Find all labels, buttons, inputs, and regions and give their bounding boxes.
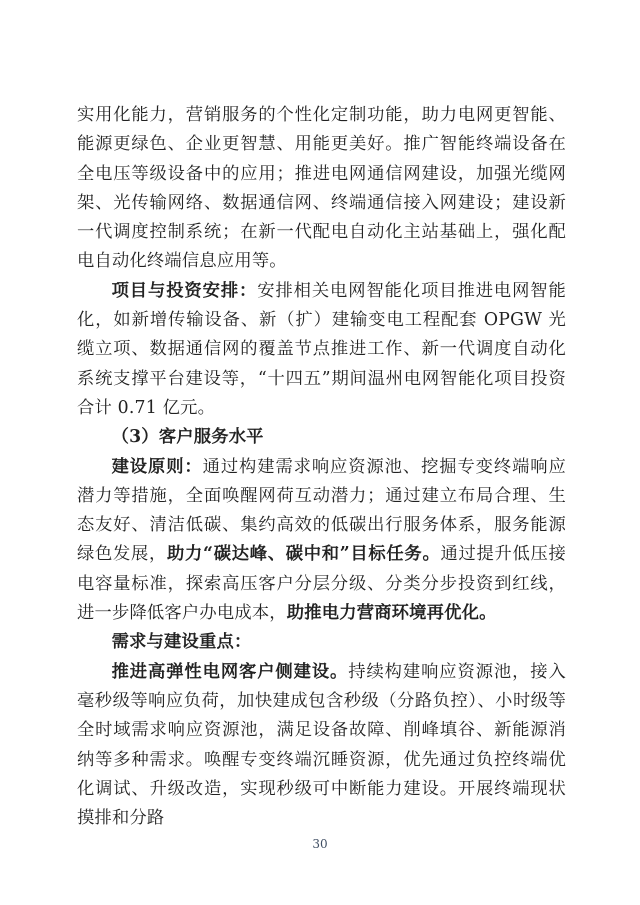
paragraph (77, 101, 566, 277)
text-run: （3）客户服务水平 (111, 427, 264, 448)
section-heading (77, 423, 566, 452)
page-number: 30 (312, 837, 328, 851)
text-run: 助推电力营商环境再优化。 (286, 603, 497, 624)
paragraph (77, 453, 566, 629)
text-run: 建设原则： (111, 456, 203, 477)
text-run: 推进高弹性电网客户侧建设。 (111, 661, 349, 682)
paragraph (77, 628, 566, 657)
document-body (77, 101, 566, 833)
text-run: 助力“碳达峰、碳中和”目标任务。 (167, 544, 441, 565)
text-run: 通过提升低压接电容量标准，探索高压客户分层分级、分类分步投资到红线，进一步降低客户办电成本， (77, 544, 566, 624)
text-run: 项目与投资安排： (111, 280, 258, 301)
text-run: 持续构建响应资源池，接入毫秒级等响应负荷，加快建成包含秒级（分路负控）、小时级等全时域需求响应资源池，满足设备故障、削峰填谷、新能源消纳等多种需求。唤醒专变终端沉睡资源，优先通过负控终端优化调试、升级改造，实现秒级可中断能力建设。开展终端现状摸排和分路 (77, 661, 566, 829)
text-run: 实用化能力，营销服务的个性化定制功能，助力电网更智能、能源更绿色、企业更智慧、用能更美好。推广智能终端设备在全电压等级设备中的应用；推进电网通信网建设，加强光缆网架、光传输网络、数据通信网、终端通信接入网建设；建设新一代调度控制系统；在新一代配电自动化主站基础上，强化配电自动化终端信息应用等。 (77, 105, 566, 272)
paragraph (77, 277, 566, 423)
text-run: 需求与建设重点： (111, 632, 252, 653)
paragraph (77, 658, 566, 834)
text-run: 安排相关电网智能化项目推进电网智能化，如新增传输设备、新（扩）建输变电工程配套 OPGW 光缆立项、数据通信网的覆盖节点推进工作、新一代调度自动化系统支撑平台建设等，“十四五”期间温州电网智能化项目投资合计 0.71 亿元。 (77, 280, 566, 418)
text-run: 通过构建需求响应资源池、挖掘专变终端响应潜力等措施，全面唤醒网荷互动潜力；通过建立布局合理、生态友好、清洁低碳、集约高效的低碳出行服务体系，服务能源绿色发展， (77, 456, 566, 565)
